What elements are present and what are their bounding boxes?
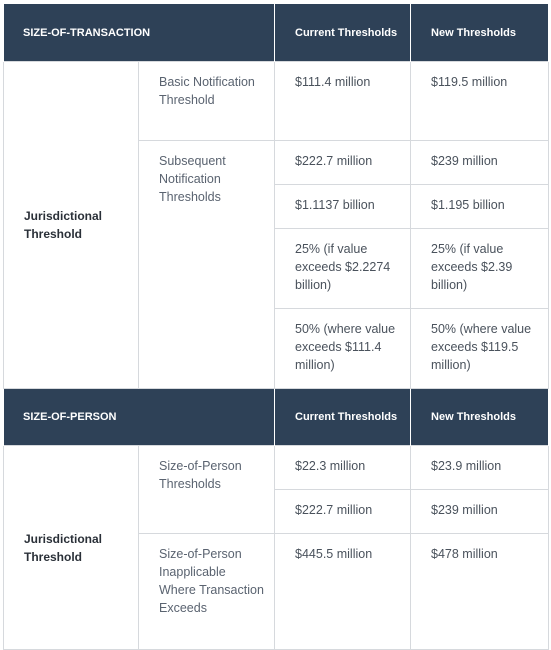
size-of-person-inapplicable-label: Size-of-Person Inapplicable Where Transaction Exceeds	[139, 534, 275, 650]
new-value: $239 million	[411, 141, 549, 185]
current-value: 25% (if value exceeds $2.2274 billion)	[275, 229, 411, 309]
jurisdictional-threshold-label: Jurisdictional Threshold	[4, 62, 139, 389]
jurisdictional-threshold-label: Jurisdictional Threshold	[4, 446, 139, 650]
basic-notification-threshold-label: Basic Notification Threshold	[139, 62, 275, 141]
current-value: 50% (where value exceeds $111.4 million)	[275, 309, 411, 389]
table-row	[4, 62, 549, 141]
current-thresholds-header: Current Thresholds	[275, 389, 411, 446]
size-of-person-thresholds-label: Size-of-Person Thresholds	[139, 446, 275, 534]
size-of-person-header-row	[4, 389, 549, 446]
current-value: $1.1137 billion	[275, 185, 411, 229]
new-value: 50% (where value exceeds $119.5 million)	[411, 309, 549, 389]
new-value: $478 million	[411, 534, 549, 650]
thresholds-table-wrapper	[3, 4, 548, 650]
new-value: $119.5 million	[411, 62, 549, 141]
current-value: $445.5 million	[275, 534, 411, 650]
size-of-person-title: SIZE-OF-PERSON	[4, 389, 275, 446]
size-of-transaction-header-row	[4, 4, 549, 62]
new-value: 25% (if value exceeds $2.39 billion)	[411, 229, 549, 309]
current-value: $222.7 million	[275, 141, 411, 185]
new-value: $1.195 billion	[411, 185, 549, 229]
new-thresholds-header: New Thresholds	[411, 4, 549, 62]
thresholds-table	[3, 4, 549, 650]
new-thresholds-header: New Thresholds	[411, 389, 549, 446]
subsequent-notification-thresholds-label: Subsequent Notification Thresholds	[139, 141, 275, 389]
new-value: $239 million	[411, 490, 549, 534]
current-value: $22.3 million	[275, 446, 411, 490]
current-value: $222.7 million	[275, 490, 411, 534]
table-row	[4, 446, 549, 490]
current-thresholds-header: Current Thresholds	[275, 4, 411, 62]
size-of-transaction-title: SIZE-OF-TRANSACTION	[4, 4, 275, 62]
new-value: $23.9 million	[411, 446, 549, 490]
current-value: $111.4 million	[275, 62, 411, 141]
